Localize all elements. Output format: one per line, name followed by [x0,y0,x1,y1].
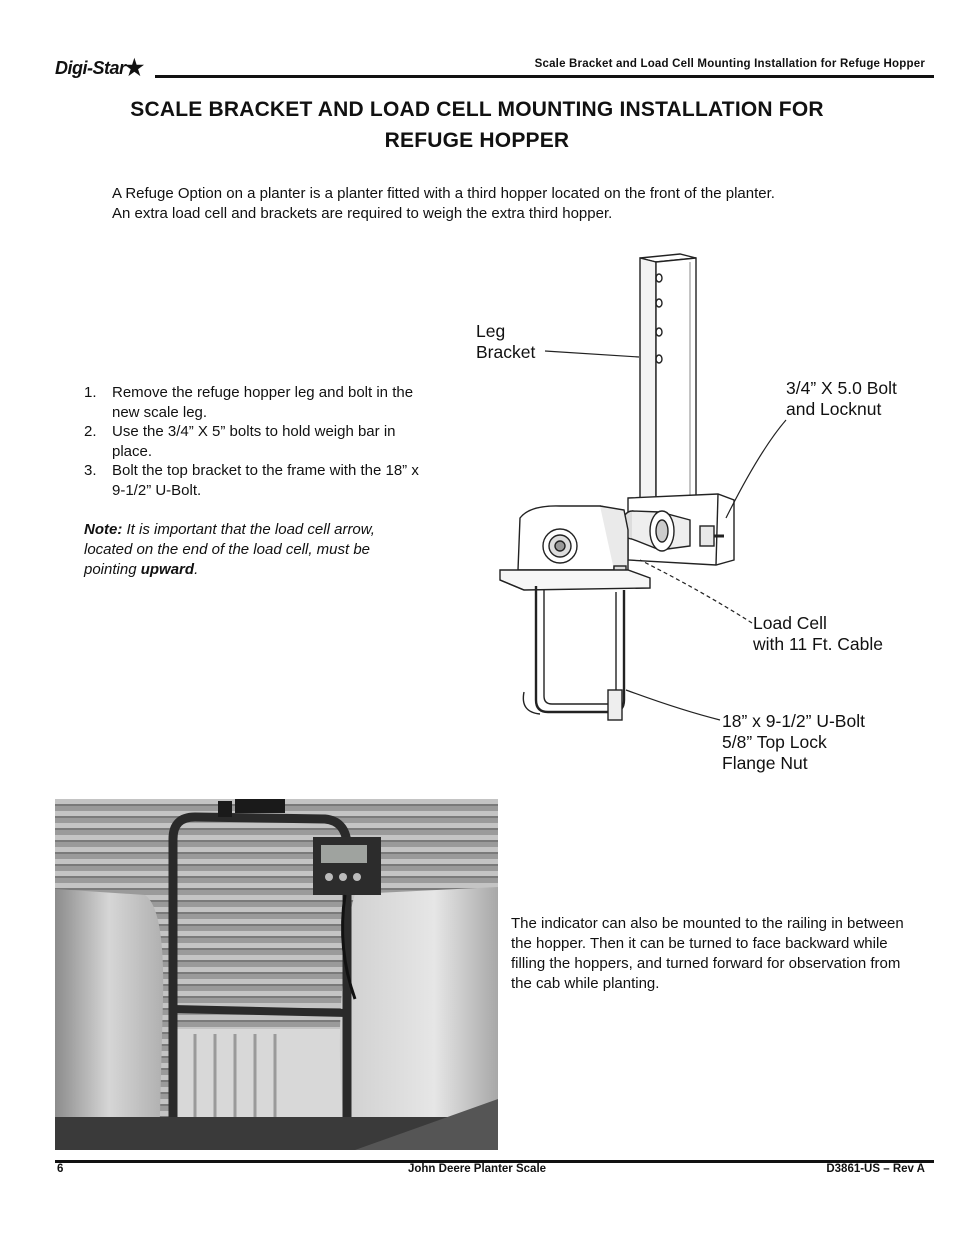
running-header: Scale Bracket and Load Cell Mounting Installation for Refuge Hopper [534,58,925,70]
bolt-label-line-1: 3/4” X 5.0 Bolt [786,378,897,398]
page-number: 6 [57,1163,64,1175]
u-bolt-label-line-1: 18” x 9-1/2” U-Bolt [722,711,865,731]
load-cell-label [753,613,883,655]
bolt-label [786,378,897,420]
intro-line-1: A Refuge Option on a planter is a planter fitted with a third hopper located on the front of the planter. [112,185,775,202]
photo-caption: The indicator can also be mounted to the railing in between the hopper. Then it can be turned to face backward while filling the hoppers, and turned forward for observation from the cab while planting. [511,915,904,992]
star-icon: ★ [124,55,144,80]
bolt-label-line-2: and Locknut [786,399,882,419]
load-cell-label-line-1: Load Cell [753,613,827,633]
installation-steps [84,383,429,500]
note-end: . [194,561,199,578]
step-text: Bolt the top bracket to the frame with the 18” x 9-1/2” U-Bolt. [112,462,419,499]
step-number: 3. [84,462,97,479]
load-cell-label-line-2: with 11 Ft. Cable [753,634,884,654]
intro-line-2: An extra load cell and brackets are required to weigh the extra third hopper. [112,205,613,222]
note-emphasis: upward [140,561,195,578]
logo-text: Digi-Star [55,58,126,78]
leg-bracket-label-line-2: Bracket [476,342,536,362]
step-text: Remove the refuge hopper leg and bolt in the new scale leg. [112,384,414,421]
step-number: 1. [84,384,97,401]
leg-bracket-label-line-1: Leg [476,321,506,341]
step-item [84,422,429,461]
u-bolt-label-line-2: 5/8” Top Lock [722,732,827,752]
leg-bracket-label [476,321,535,363]
note-paragraph [84,520,419,580]
u-bolt-label-line-3: Flange Nut [722,753,808,773]
page-title [40,94,914,156]
indicator-mount-photo [55,799,498,1150]
header-rule [155,75,934,78]
document-revision: D3861-US – Rev A [826,1163,925,1175]
footer-title: John Deere Planter Scale [407,1163,547,1175]
step-item [84,461,429,500]
page-title-line-2: REFUGE HOPPER [384,129,570,152]
u-bolt-label [722,711,865,774]
note-label: Note: [84,521,123,538]
step-text: Use the 3/4” X 5” bolts to hold weigh bar in place. [112,423,396,460]
page-title-line-1: SCALE BRACKET AND LOAD CELL MOUNTING INSTALLATION FOR [130,98,824,121]
digi-star-logo [55,54,144,80]
intro-paragraph [112,184,902,224]
step-item [84,383,429,422]
step-number: 2. [84,423,97,440]
note-text: It is important that the load cell arrow, located on the end of the load cell, must be pointing [84,521,375,578]
